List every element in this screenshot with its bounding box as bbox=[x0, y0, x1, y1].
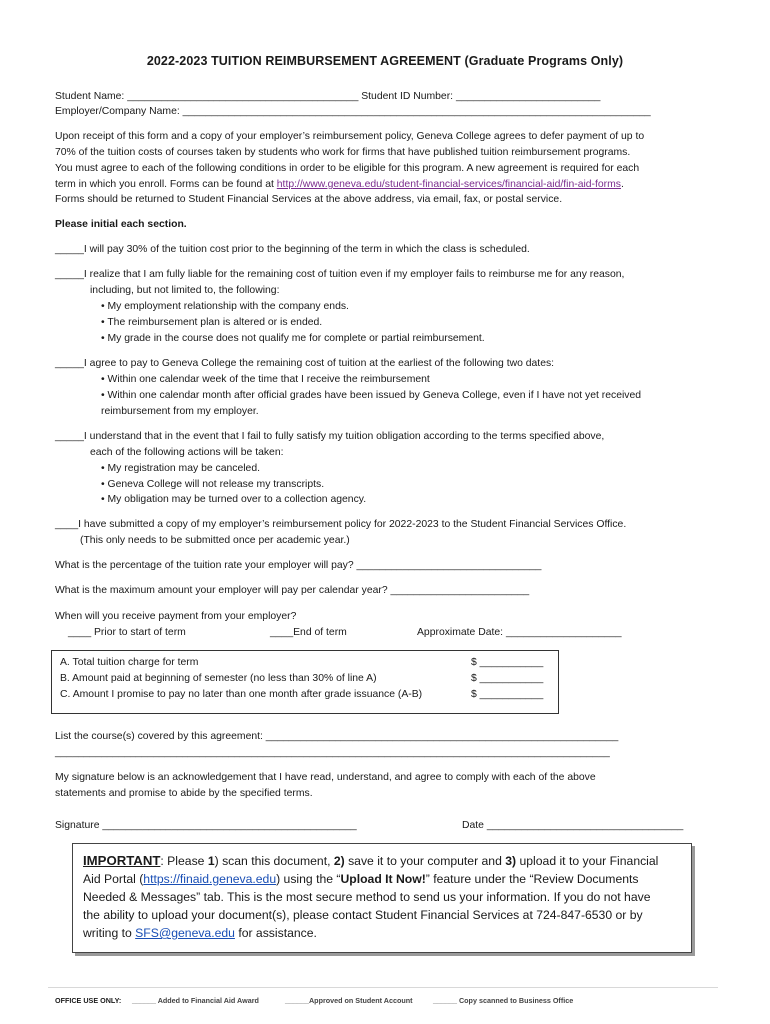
office-use-label: OFFICE USE ONLY: bbox=[55, 996, 122, 1005]
section-1: _____I will pay 30% of the tuition cost prior to the beginning of the term in which the class is scheduled. bbox=[55, 244, 530, 255]
line-c-amount: $ ___________ bbox=[471, 689, 544, 700]
option-approximate-date: Approximate Date: ____________________ bbox=[417, 627, 622, 638]
step-1-number: 1 bbox=[207, 854, 215, 868]
section-5-line-2: (This only needs to be submitted once per academic year.) bbox=[80, 535, 350, 546]
line-a-amount: $ ___________ bbox=[471, 657, 544, 668]
section-4-bullet-1: • My registration may be canceled. bbox=[101, 463, 260, 474]
question-percentage: What is the percentage of the tuition rate your employer will pay? ________________________________ bbox=[55, 560, 542, 571]
section-4-line-1: _____I understand that in the event that I fail to fully satisfy my tuition obligation according to the terms specified above, bbox=[55, 431, 605, 442]
section-2-line-2: including, but not limited to, the following: bbox=[90, 285, 280, 296]
intro-line-5: Forms should be returned to Student Financial Services at the above address, via email, fax, or postal service. bbox=[55, 194, 563, 205]
section-2-bullet-2: • The reimbursement plan is altered or is ended. bbox=[101, 317, 323, 328]
finaid-portal-link[interactable]: https://finaid.geneva.edu bbox=[143, 872, 277, 886]
section-3-bullet-2: • Within one calendar month after official grades have been issued by Geneva College, even if I have not yet received bbox=[101, 390, 642, 401]
important-line-3: Needed & Messages” tab. This is the most secure method to send us your information. If you do not have bbox=[83, 890, 651, 904]
section-4-bullet-3: • My obligation may be turned over to a collection agency. bbox=[101, 494, 367, 505]
important-text: for assistance. bbox=[234, 926, 317, 940]
employer-line: Employer/Company Name: _________________________________________________________________________________ bbox=[55, 106, 651, 117]
intro-line-4-text: term in which you enroll. Forms can be found at bbox=[55, 179, 277, 190]
form-title: 2022-2023 TUITION REIMBURSEMENT AGREEMENT (Graduate Programs Only) bbox=[146, 54, 624, 68]
question-payment-timing: When will you receive payment from your employer? bbox=[55, 611, 297, 622]
option-prior-to-start: ____ Prior to start of term bbox=[68, 627, 186, 638]
important-line-1 bbox=[83, 853, 658, 869]
important-notice-box bbox=[72, 843, 692, 953]
section-4-bullet-2: • Geneva College will not release my transcripts. bbox=[101, 479, 325, 490]
acknowledgement-line-1: My signature below is an acknowledgement that I have read, understand, and agree to comply with each of the above bbox=[55, 772, 596, 783]
intro-line-4 bbox=[55, 178, 624, 191]
office-use-item-added: ______ Added to Financial Aid Award bbox=[132, 996, 259, 1005]
section-3-bullet-2-cont: reimbursement from my employer. bbox=[101, 406, 259, 417]
important-heading: IMPORTANT bbox=[83, 853, 161, 868]
sfs-email-link[interactable]: SFS@geneva.edu bbox=[135, 926, 235, 940]
important-text: upload it to your Financial bbox=[516, 854, 659, 868]
important-text: writing to bbox=[83, 926, 136, 940]
option-end-of-term: ____End of term bbox=[270, 627, 347, 638]
important-text: ” feature under the “Review Documents bbox=[425, 872, 639, 886]
date-field: Date __________________________________ bbox=[462, 820, 684, 831]
tuition-calculation-box bbox=[51, 650, 559, 714]
student-name-id-line: Student Name: ________________________________________ Student ID Number: _________________________ bbox=[55, 91, 601, 102]
section-2-line-1: _____I realize that I am fully liable for the remaining cost of tuition even if my employer fails to reimburse me for any reason, bbox=[55, 269, 625, 280]
step-3-number: 3) bbox=[505, 854, 517, 868]
section-3-line-1: _____I agree to pay to Geneva College the remaining cost of tuition at the earliest of the following two dates: bbox=[55, 358, 555, 369]
office-use-item-approved: ______Approved on Student Account bbox=[285, 996, 413, 1005]
section-5-line-1: ____I have submitted a copy of my employer’s reimbursement policy for 2022-2023 to the Student Financial Services Office. bbox=[55, 519, 627, 530]
important-text: ) scan this document, bbox=[214, 854, 334, 868]
section-2-bullet-3: • My grade in the course does not qualify me for complete or partial reimbursement. bbox=[101, 333, 485, 344]
courses-line: List the course(s) covered by this agreement: _____________________________________________________________ bbox=[55, 731, 619, 742]
footer-divider bbox=[48, 987, 718, 988]
important-text: save it to your computer and bbox=[344, 854, 506, 868]
line-b-label: B. Amount paid at beginning of semester (no less than 30% of line A) bbox=[60, 673, 377, 684]
section-2-bullet-1: • My employment relationship with the company ends. bbox=[101, 301, 349, 312]
upload-it-now-label: Upload It Now! bbox=[340, 872, 426, 886]
question-max-amount: What is the maximum amount your employer will pay per calendar year? ________________________ bbox=[55, 585, 530, 596]
intro-line-4-end: . bbox=[621, 179, 624, 190]
section-3-bullet-1: • Within one calendar week of the time that I receive the reimbursement bbox=[101, 374, 430, 385]
important-text: Aid Portal ( bbox=[83, 872, 144, 886]
intro-line-1: Upon receipt of this form and a copy of your employer’s reimbursement policy, Geneva College agrees to defer payment of up to bbox=[55, 131, 645, 142]
office-use-item-scanned: ______ Copy scanned to Business Office bbox=[433, 996, 574, 1005]
important-line-5 bbox=[83, 925, 317, 941]
intro-line-3: You must agree to each of the following conditions in order to be eligible for this program. A new agreement is required for each bbox=[55, 163, 640, 174]
line-b-amount: $ ___________ bbox=[471, 673, 544, 684]
important-text: ) using the “ bbox=[276, 872, 341, 886]
initial-heading: Please initial each section. bbox=[55, 219, 187, 230]
signature-field: Signature ____________________________________________ bbox=[55, 820, 357, 831]
intro-line-2: 70% of the tuition costs of courses taken by students who work for firms that have published tuition reimbursement programs. bbox=[55, 147, 631, 158]
important-line-4: the ability to upload your document(s), please contact Student Financial Services at 724-847-6530 or by bbox=[83, 908, 643, 922]
acknowledgement-line-2: statements and promise to abide by the specified terms. bbox=[55, 788, 313, 799]
courses-line-2: ________________________________________________________________________________________________ bbox=[55, 747, 610, 758]
section-4-line-2: each of the following actions will be taken: bbox=[90, 447, 284, 458]
forms-link[interactable]: http://www.geneva.edu/student-financial-services/financial-aid/fin-aid-forms bbox=[276, 179, 621, 190]
line-c-label: C. Amount I promise to pay no later than one month after grade issuance (A-B) bbox=[60, 689, 423, 700]
important-line-2 bbox=[83, 871, 639, 887]
step-2-number: 2) bbox=[333, 854, 345, 868]
important-text: : Please bbox=[160, 854, 208, 868]
line-a-label: A. Total tuition charge for term bbox=[60, 657, 199, 668]
